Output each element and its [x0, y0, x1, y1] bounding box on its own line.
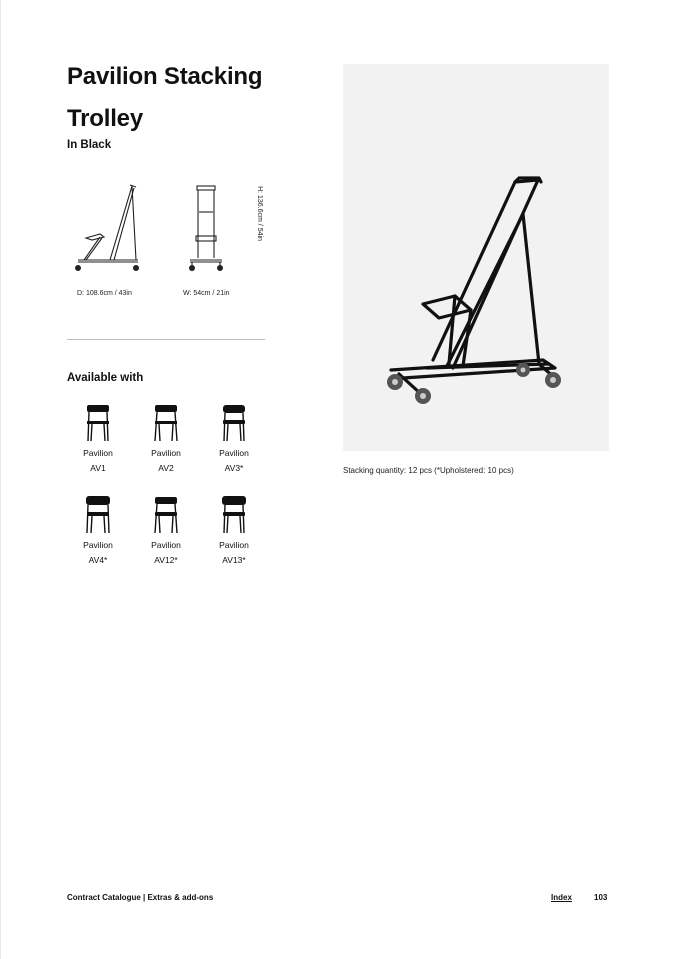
chair-model: AV13* — [222, 555, 246, 565]
chair-model: AV4* — [88, 555, 108, 565]
product-title: Pavilion Stacking Trolley — [67, 63, 263, 132]
chair-av2 — [136, 403, 196, 474]
chair-av1-icon — [83, 403, 113, 443]
chair-av4 — [68, 495, 128, 566]
chair-name: Pavilion — [219, 540, 249, 550]
section-divider — [67, 339, 265, 340]
chair-model: AV12* — [154, 555, 178, 565]
chair-av12-icon — [151, 495, 181, 535]
chair-name: Pavilion — [151, 448, 181, 458]
chair-av3-icon — [219, 403, 249, 443]
chair-model: AV2 — [158, 463, 174, 473]
chair-name: Pavilion — [83, 448, 113, 458]
available-with-heading: Available with — [67, 372, 144, 384]
trolley-side-view-drawing — [70, 182, 145, 274]
trolley-photo-illustration — [343, 64, 609, 451]
chair-av13-icon — [219, 495, 249, 535]
chair-av13 — [204, 495, 264, 566]
chair-av2-icon — [151, 403, 181, 443]
page-edge — [0, 0, 1, 959]
index-link[interactable]: Index — [551, 893, 572, 902]
product-photo — [343, 64, 609, 451]
chair-av12 — [136, 495, 196, 566]
chair-av1 — [68, 403, 128, 474]
chair-model: AV1 — [90, 463, 106, 473]
chair-name: Pavilion — [83, 540, 113, 550]
chair-model: AV3* — [224, 463, 244, 473]
page-number: 103 — [594, 893, 608, 902]
product-variant: In Black — [67, 139, 112, 151]
chair-av3 — [204, 403, 264, 474]
trolley-front-view-drawing — [186, 182, 226, 274]
chair-name: Pavilion — [151, 540, 181, 550]
chair-av4-icon — [83, 495, 113, 535]
photo-caption: Stacking quantity: 12 pcs (*Upholstered: 10 pcs) — [343, 466, 514, 475]
footer-catalogue-label: Contract Catalogue | Extras & add-ons — [67, 893, 214, 902]
height-dimension: H: 136.6cm / 54in — [255, 186, 263, 241]
chair-name: Pavilion — [219, 448, 249, 458]
width-dimension: W: 54cm / 21in — [183, 290, 230, 297]
depth-dimension: D: 108.6cm / 43in — [77, 290, 132, 297]
